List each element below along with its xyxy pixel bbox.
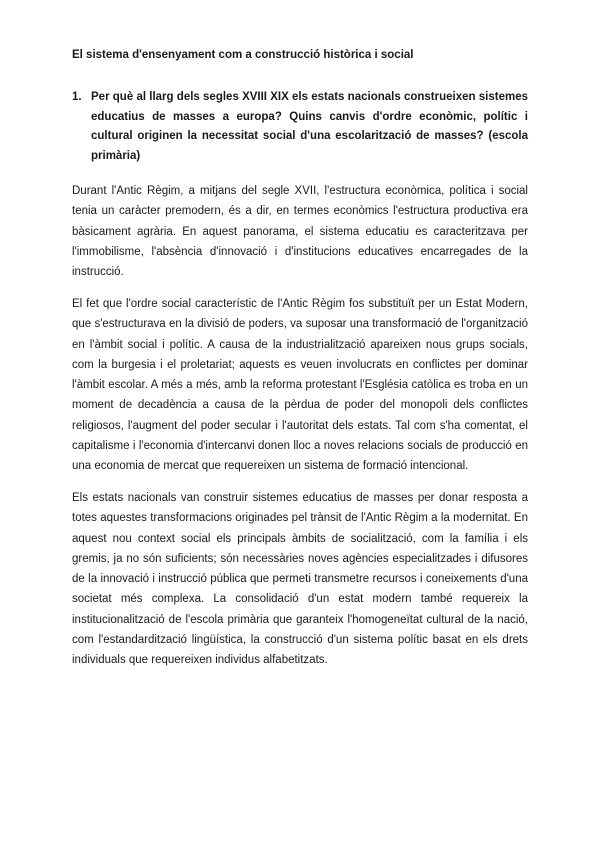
- question-text: Per què al llarg dels segles XVIII XIX els estats nacionals construeixen sistemes educatius de masses a europa? Quins canvis d'ordre econòmic, polític i cultural originen la necessitat social d'una escolarització de masses? (escola primària): [91, 91, 528, 163]
- document-title: El sistema d'ensenyament com a construcció històrica i social: [72, 49, 414, 61]
- paragraph-2: El fet que l'ordre social característic de l'Antic Règim fos substituït per un Estat Modern, que s'estructurava en la divisió de poders, va suposar una transformació de l'organització en l'àmbit social i polític. A causa de la industrialització apareixen nous grups socials, com la burgesia i el proletariat; aquests es veuen involucrats en conflictes per dominar l'àmbit escolar. A més a més, amb la reforma protestant l'Església catòlica es troba en un moment de decadència a causa de la pèrdua de poder del monopoli dels conflictes religiosos, l'augment del poder secular i l'autoritat dels estats. Tal com s'ha comentat, el capitalisme i l'economia d'intercanvi donen lloc a noves relacions socials de producció en una economia de mercat que requereixen un sistema de formació intencional.: [72, 298, 528, 473]
- question-1: [72, 88, 528, 167]
- paragraph-1: Durant l'Antic Règim, a mitjans del segle XVII, l'estructura econòmica, política i social tenia un caràcter premodern, és a dir, en termes econòmics l'estructura productiva era bàsicament agrària. En aquest panorama, el sistema educatiu es caracteritzava per l'immobilisme, l'absència d'innovació i d'institucions educatives encarregades de la instrucció.: [72, 185, 528, 279]
- question-number: 1.: [72, 91, 82, 103]
- paragraph-3: Els estats nacionals van construir sistemes educatius de masses per donar resposta a totes aquestes transformacions originades pel trànsit de l'Antic Règim a la modernitat. En aquest nou context social els principals àmbits de socialització, com la família i els gremis, ja no són suficients; són necessàries noves agències especialitzades i difusores de la innovació i instrucció pública que permeti transmetre recursos i coneixements d'una societat més complexa. La consolidació d'un estat modern també requereix la institucionalització de l'escola primària que garanteix l'homogeneïtat cultural de la nació, com l'estandardització lingüística, la construcció d'un sistema polític basat en els drets individuals que requereixen individus alfabetitzats.: [72, 492, 528, 667]
